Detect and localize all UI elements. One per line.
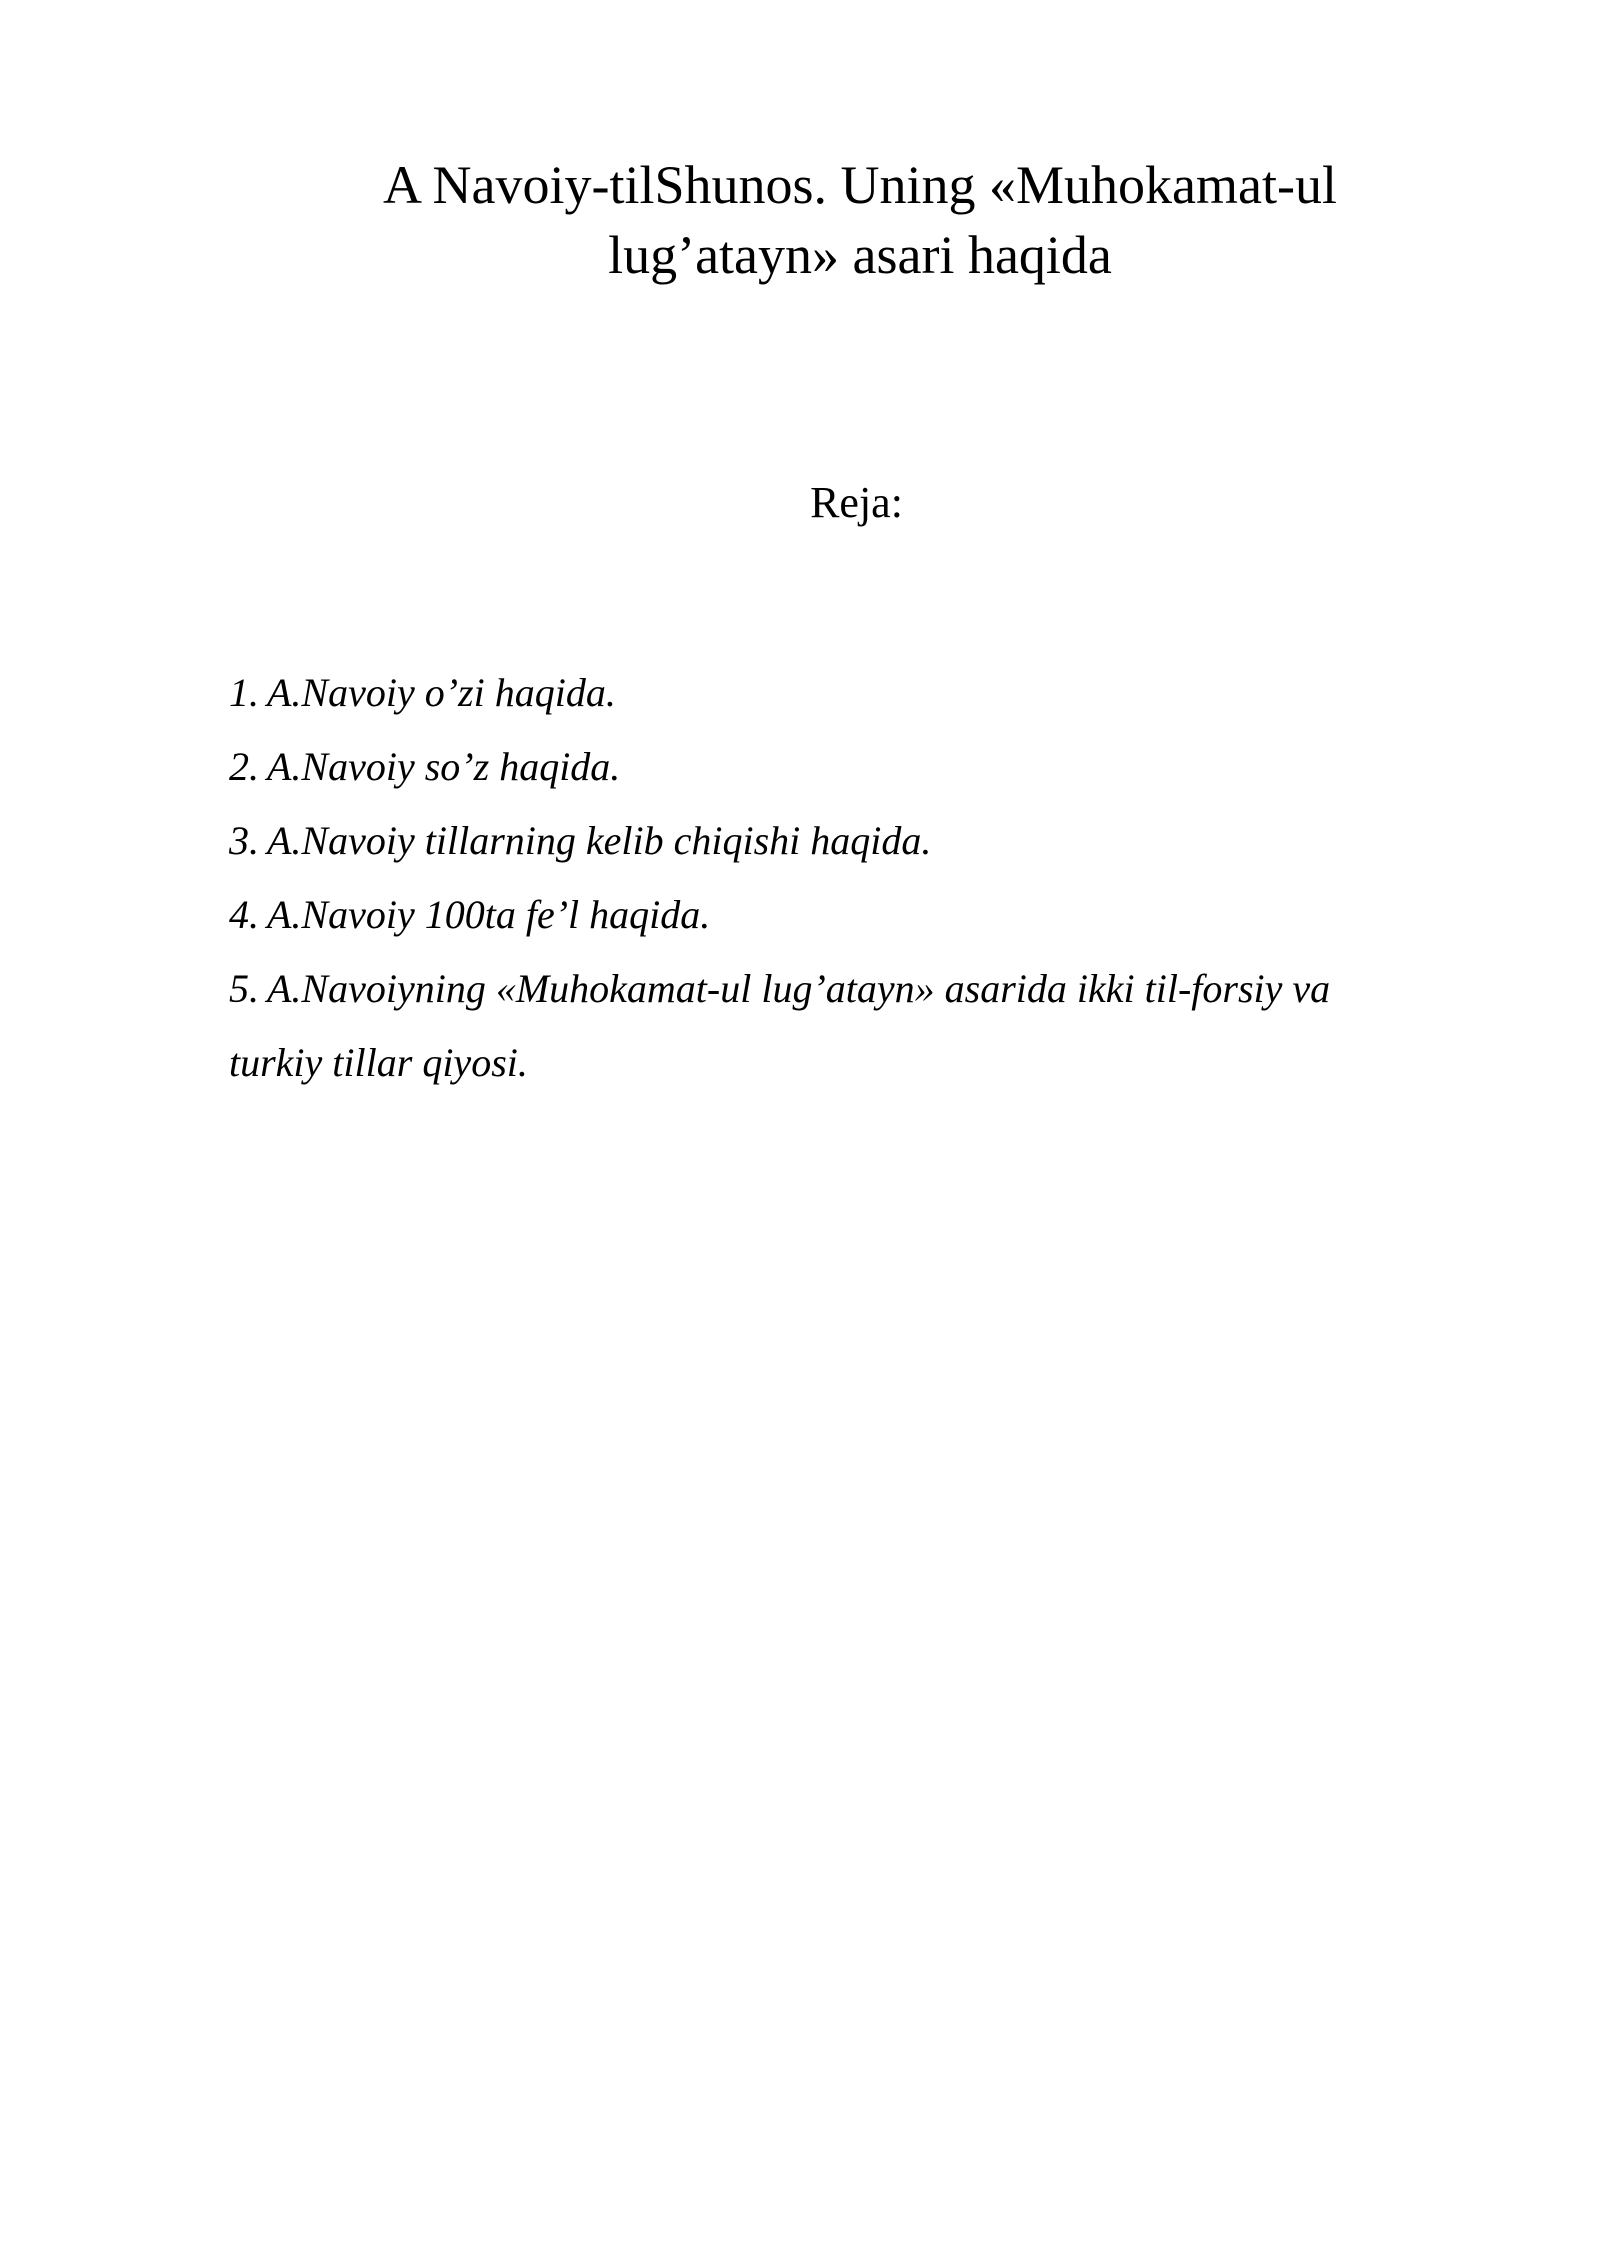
plan-heading: Reja: [810,478,903,527]
document-title-line-2: lug’atayn» asari haqida [608,225,1112,285]
plan-item-number: 3. [229,818,259,863]
plan-item [229,730,1429,804]
plan-list [229,656,1429,1100]
plan-item [229,952,1429,1026]
plan-item-text: A.Navoiy o’zi haqida. [267,670,616,715]
plan-item [229,878,1429,952]
plan-item-number: 2. [229,744,259,789]
plan-item-text: A.Navoiy so’z haqida. [267,744,621,789]
plan-item-text: A.Navoiy tillarning kelib chiqishi haqida. [267,818,932,863]
plan-item-text: A.Navoiyning «Muhokamat-ul lug’atayn» asarida ikki til-forsiy va [267,966,1331,1011]
plan-item-continuation-text: turkiy tillar qiyosi. [229,1040,528,1085]
plan-item-text: A.Navoiy 100ta fe’l haqida. [267,892,711,937]
plan-item-number: 5. [229,966,259,1011]
plan-item-number: 4. [229,892,259,937]
plan-item [229,804,1429,878]
plan-item [229,656,1429,730]
document-title [330,150,1390,290]
plan-item-number: 1. [229,670,259,715]
plan-item-continuation [229,1026,1429,1100]
document-title-line-1: A Navoiy-tilShunos. Uning «Muhokamat-ul [383,155,1337,215]
